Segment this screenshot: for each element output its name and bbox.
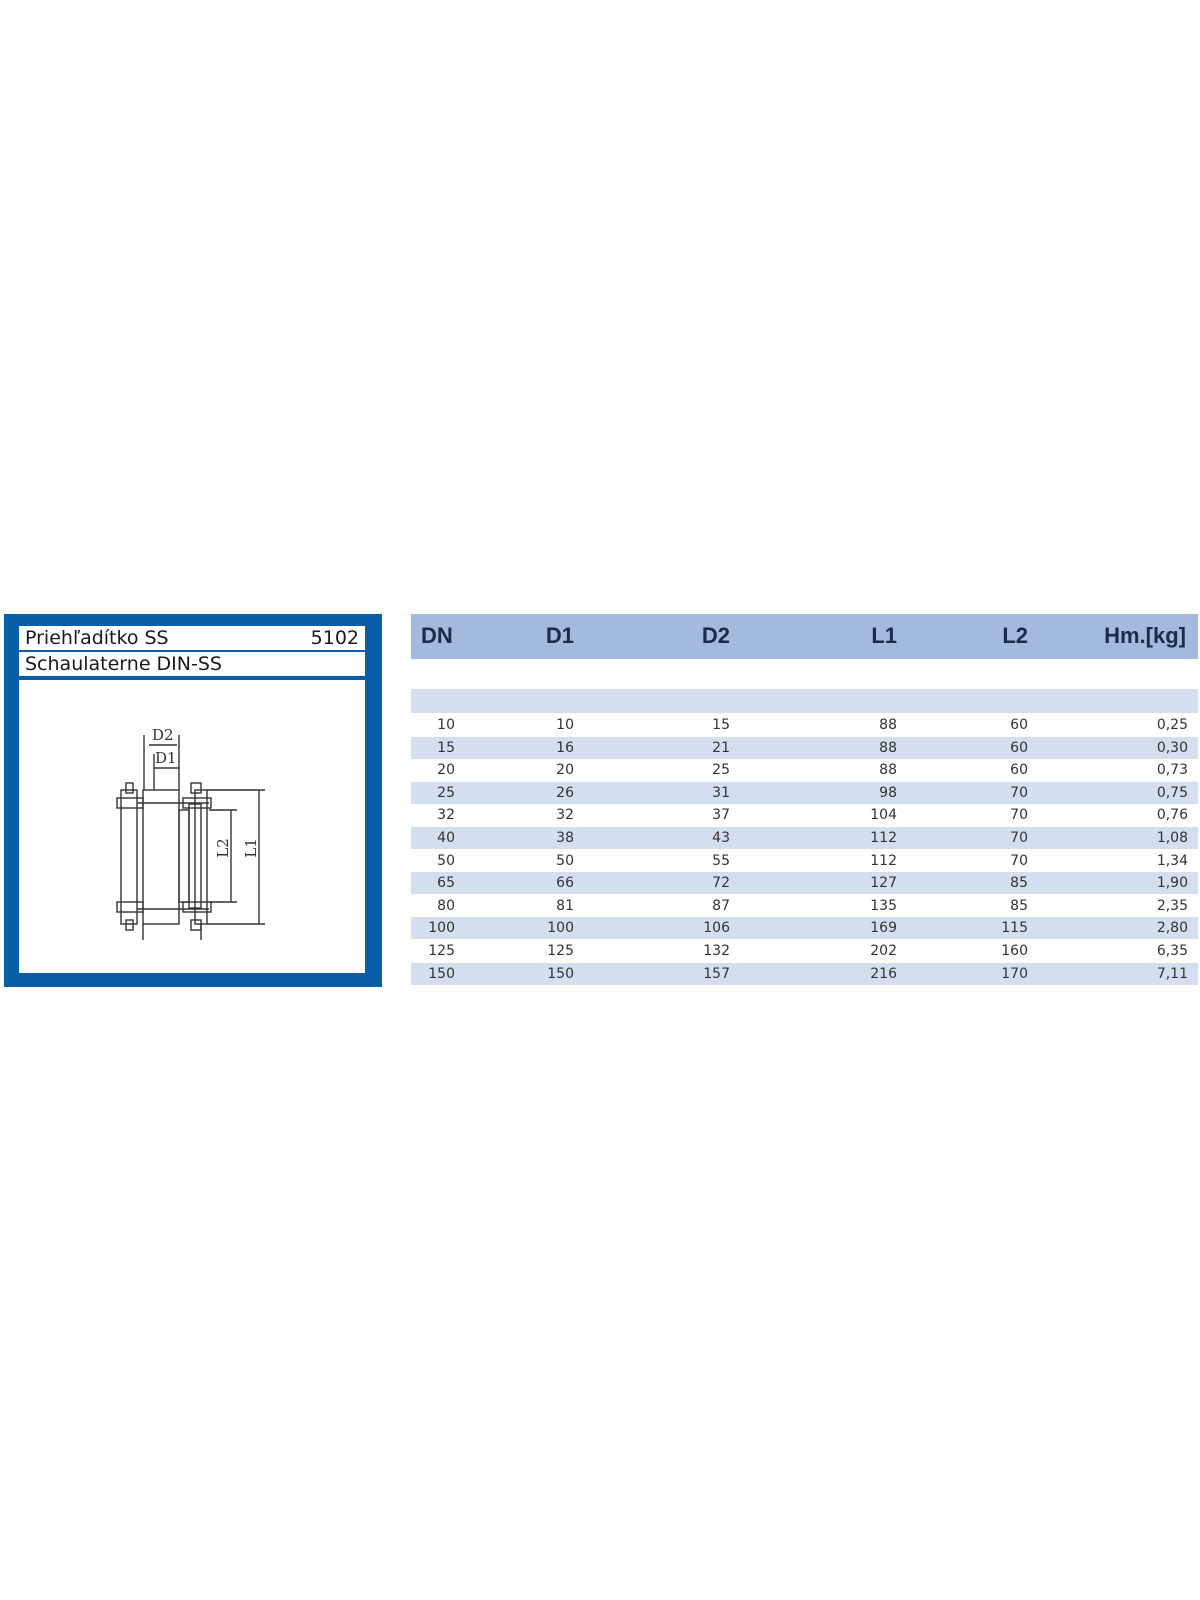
col-header-d1: D1 [545, 623, 574, 648]
d2-label: D2 [152, 726, 174, 744]
product-name-de: Schaulaterne DIN-SS [25, 653, 222, 675]
table-cell: 66 [556, 875, 574, 892]
table-cell: 10 [556, 717, 574, 733]
table-cell: 0,76 [1156, 807, 1188, 824]
col-header-dn: DN [421, 623, 453, 648]
product-title-row [19, 626, 365, 650]
table-cell: 0,30 [1156, 739, 1188, 756]
table-cell: 31 [712, 784, 730, 801]
table-cell: 1,90 [1156, 875, 1188, 892]
table-cell: 43 [712, 830, 730, 846]
table-cell: 55 [712, 852, 730, 869]
technical-drawing [19, 680, 365, 973]
table-cell: 40 [437, 830, 455, 846]
table-cell: 160 [1001, 943, 1028, 959]
product-card [4, 614, 382, 987]
table-row [411, 850, 1198, 872]
col-header-l2: L2 [1002, 623, 1028, 648]
table-cell: 65 [437, 875, 455, 892]
table-cell: 72 [712, 875, 730, 892]
table-row [411, 917, 1198, 939]
col-header-d2: D2 [701, 623, 730, 648]
table-row [411, 963, 1198, 985]
table-cell: 20 [556, 762, 574, 779]
table-cell: 87 [712, 897, 730, 914]
table-cell: 216 [870, 965, 897, 982]
table-cell: 21 [712, 739, 730, 756]
table-cell: 150 [428, 965, 455, 982]
table-cell: 150 [547, 965, 574, 982]
table-cell: 70 [1010, 830, 1028, 846]
table-cell: 6,35 [1156, 943, 1188, 959]
table-row [411, 804, 1198, 826]
table-cell: 202 [870, 943, 897, 959]
table-cell: 20 [437, 762, 455, 779]
table-cell: 0,73 [1156, 762, 1188, 779]
table-row [411, 759, 1198, 781]
table-row [411, 895, 1198, 917]
table-cell: 7,11 [1156, 965, 1188, 982]
table-cell: 88 [879, 762, 897, 779]
table-row [411, 714, 1198, 736]
sight-glass-drawing [19, 680, 365, 973]
col-header-weight: Hm.[kg] [1104, 623, 1186, 648]
table-cell: 26 [556, 784, 574, 801]
table-cell: 100 [547, 920, 574, 937]
table-cell: 112 [870, 852, 897, 869]
table-cell: 112 [870, 830, 897, 846]
product-code: 5102 [310, 627, 359, 649]
product-subtitle-row [19, 652, 365, 676]
table-cell: 0,75 [1156, 784, 1188, 801]
table-cell: 15 [712, 717, 730, 733]
table-cell: 25 [712, 762, 730, 779]
table-cell: 80 [437, 897, 455, 914]
table-cell: 50 [437, 852, 455, 869]
table-cell: 37 [712, 807, 730, 824]
table-cell: 104 [870, 807, 897, 824]
table-cell: 1,34 [1156, 852, 1188, 869]
l2-label: L2 [214, 838, 232, 858]
table-row [411, 782, 1198, 804]
table-spacer-band [411, 689, 1198, 713]
table-cell: 170 [1001, 965, 1028, 982]
table-cell: 60 [1010, 739, 1028, 756]
table-cell: 125 [428, 943, 455, 959]
table-cell: 15 [437, 739, 455, 756]
d1-label: D1 [155, 749, 177, 767]
table-row [411, 827, 1198, 849]
table-cell: 70 [1010, 784, 1028, 801]
table-cell: 2,80 [1156, 920, 1188, 937]
table-cell: 0,25 [1156, 717, 1188, 733]
col-header-l1: L1 [871, 623, 897, 648]
table-cell: 98 [879, 784, 897, 801]
table-cell: 115 [1001, 920, 1028, 937]
table-row [411, 872, 1198, 894]
table-cell: 2,35 [1156, 897, 1188, 914]
table-row [411, 737, 1198, 759]
table-cell: 157 [703, 965, 730, 982]
table-cell: 169 [870, 920, 897, 937]
table-cell: 88 [879, 717, 897, 733]
table-cell: 85 [1010, 875, 1028, 892]
table-header [411, 614, 1198, 659]
table-row [411, 940, 1198, 962]
table-cell: 60 [1010, 717, 1028, 733]
table-cell: 10 [437, 717, 455, 733]
table-cell: 70 [1010, 852, 1028, 869]
table-cell: 32 [556, 807, 574, 824]
l1-label: L1 [242, 838, 260, 858]
table-cell: 132 [703, 943, 730, 959]
table-cell: 16 [556, 739, 574, 756]
table-cell: 1,08 [1156, 830, 1188, 846]
table-cell: 60 [1010, 762, 1028, 779]
table-cell: 50 [556, 852, 574, 869]
table-cell: 100 [428, 920, 455, 937]
table-cell: 127 [870, 875, 897, 892]
table-cell: 38 [556, 830, 574, 846]
table-cell: 81 [556, 897, 574, 914]
table-cell: 135 [870, 897, 897, 914]
product-name-sk: Priehľadítko SS [25, 627, 169, 649]
table-cell: 70 [1010, 807, 1028, 824]
table-cell: 85 [1010, 897, 1028, 914]
table-cell: 106 [703, 920, 730, 937]
table-cell: 25 [437, 784, 455, 801]
table-cell: 88 [879, 739, 897, 756]
table-cell: 125 [547, 943, 574, 959]
table-cell: 32 [437, 807, 455, 824]
